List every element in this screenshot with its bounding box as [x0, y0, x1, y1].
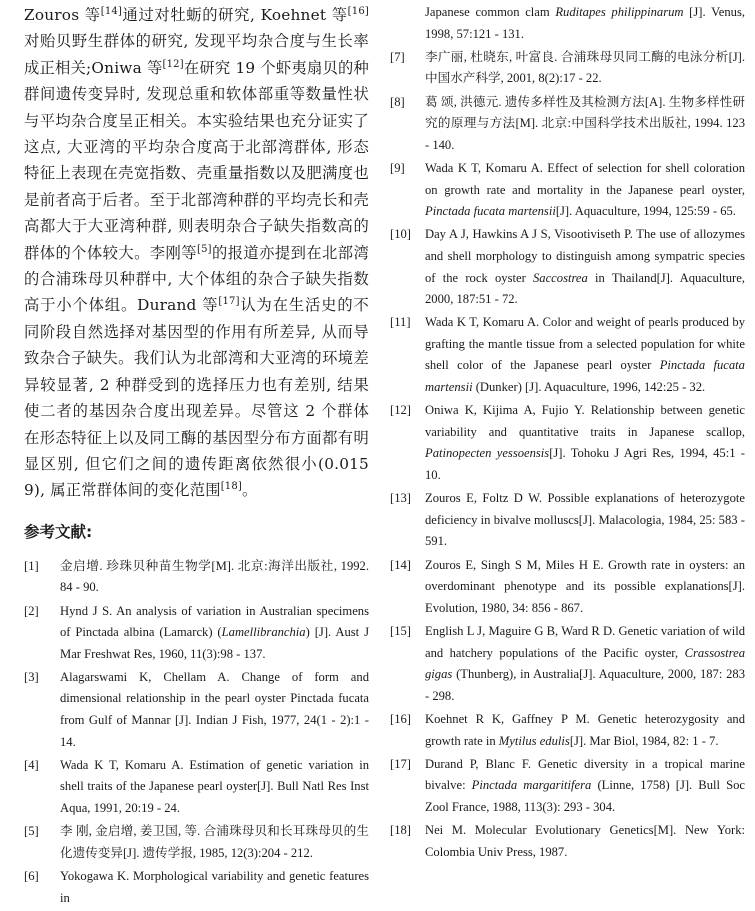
reference-body [425, 92, 745, 157]
citation-superscript: [5] [196, 243, 212, 255]
species-name-italic: Ruditapes philippinarum [555, 5, 684, 19]
reference-item [390, 820, 745, 863]
reference-body [425, 555, 745, 620]
reference-item [390, 158, 745, 223]
paragraph-text: Zouros 等 [24, 6, 101, 24]
reference-body [425, 709, 745, 752]
reference-6-continuation [390, 0, 745, 45]
reference-item [390, 754, 745, 819]
reference-text: [J]. Venus, 1998, 57:121 - 131. [425, 5, 745, 41]
reference-item [24, 667, 369, 753]
reference-body [60, 821, 369, 864]
reference-body [60, 667, 369, 753]
reference-text: Wada K T, Komaru A. Estimation of genetic variation in shell traits of the Japanese pearl oyster[J]. Bull Natl Res Inst Aqua, 1991, 20:19 - 24. [60, 757, 369, 816]
species-name-italic: Mytilus edulis [498, 733, 570, 748]
reference-number: [6] [24, 869, 39, 883]
paragraph-text: 的报道亦提到在北部湾的合浦珠母贝种群中, 大个体组的杂合子缺失指数高于小个体组。Durand 等 [24, 243, 369, 315]
reference-body [425, 400, 745, 486]
reference-text: Hynd J S. An analysis of variation in Australian specimens of Pinctada albina (Lamarck) ( [60, 603, 369, 640]
reference-item [390, 621, 745, 707]
reference-text: [J]. Mar Biol, 1984, 82: 1 - 7. [569, 733, 719, 748]
reference-text: (Dunker) [J]. Aquaculture, 1996, 142:25 - 32. [472, 380, 706, 395]
reference-item [390, 224, 745, 310]
reference-text: (Linne, 1758) [J]. Bull Soc Zool France, 1988, 113(3): 293 - 304. [425, 778, 745, 814]
species-name-italic: Pinctada fucata martensii [425, 358, 745, 395]
reference-item [390, 400, 745, 486]
reference-text: Zouros E, Foltz D W. Possible explanations of heterozygote deficiency in bivalve molluscs[J]. Malacologia, 1984, 25: 583 - 591. [425, 491, 745, 549]
reference-body [425, 47, 745, 90]
reference-number: [7] [390, 49, 405, 64]
reference-number: [12] [390, 403, 411, 418]
reference-number: [16] [390, 711, 411, 726]
reference-item [390, 555, 745, 620]
reference-text: Japanese common clam [425, 5, 556, 19]
reference-text: ) [J]. Aust J Mar Freshwat Res, 1960, 11(3):98 - 137. [60, 625, 369, 661]
reference-number: [9] [390, 160, 405, 175]
reference-text: Wada K T, Komaru A. Effect of selection for shell coloration on growth rate and mortality in the Japanese pearl oyster, [425, 160, 745, 197]
reference-item [390, 488, 745, 553]
reference-number: [1] [24, 558, 39, 573]
reference-number: [10] [390, 227, 411, 242]
reference-text: [J]. Aquaculture, 1994, 125:59 - 65. [555, 204, 736, 219]
reference-body [425, 312, 745, 398]
reference-number: [14] [390, 557, 411, 572]
reference-list-right [390, 47, 745, 864]
reference-text: Koehnet R K, Gaffney P M. Genetic heterozygosity and growth rate in [425, 711, 745, 748]
reference-body: Yokogawa K. Morphological variability and genetic features in [60, 869, 369, 905]
reference-number: [15] [390, 623, 411, 638]
reference-text: 李广丽, 杜晓东, 叶富良. 合浦珠母贝同工酶的电泳分析[J]. 中国水产科学, 2001, 8(2):17 - 22. [425, 49, 745, 86]
reference-number: [2] [24, 603, 39, 618]
reference-item [390, 92, 745, 157]
reference-text: 李 刚, 金启增, 姜卫国, 等. 合浦珠母贝和长耳珠母贝的生化遗传变异[J]. 遗传学报, 1985, 12(3):204 - 212. [60, 824, 369, 860]
reference-number: [13] [390, 491, 411, 506]
reference-item [24, 556, 369, 599]
reference-item [24, 601, 369, 666]
reference-text: Wada K T, Komaru A. Color and weight of pearls produced by grafting the mantle tissue from a selected population for white shell color of the Japanese pearl oyster [425, 315, 745, 373]
reference-text: Zouros E, Singh S M, Miles H E. Growth rate in oysters: an overdominant phenotype and its possible explanations[J]. Evolution, 1980, 34: 856 - 867. [425, 557, 745, 615]
paragraph-text: 通过对牡蛎的研究, Koehnet 等 [122, 6, 348, 24]
reference-item [24, 755, 369, 820]
reference-text: 葛 颂, 洪德元. 遗传多样性及其检测方法[A]. 生物多样性研究的原理与方法[M]. 北京:中国科学技术出版社, 1994. 123 - 140. [425, 94, 745, 152]
reference-body [425, 820, 745, 863]
citation-superscript: [12] [162, 58, 184, 70]
species-name-italic: Pinctada fucata martensii [425, 204, 556, 219]
reference-text: Day A J, Hawkins A J S, Visootiviseth P. The use of allozymes and shell morphology to distinguish among sympatric species of the rock oyster [425, 227, 745, 285]
reference-text: Durand P, Blanc F. Genetic diversity in a tropical marine bivalve: [425, 756, 745, 793]
reference-body [60, 601, 369, 666]
reference-number: [5] [24, 824, 39, 839]
references-heading: 参考文献: [24, 522, 93, 541]
paragraph-text: 。 [242, 481, 258, 500]
reference-text: (Thunberg), in Australia[J]. Aquaculture, 2000, 187: 283 - 298. [425, 667, 745, 703]
reference-number: [8] [390, 94, 405, 109]
reference-text: Nei M. Molecular Evolutionary Genetics[M]. New York: Colombia Univ Press, 1987. [425, 823, 745, 859]
species-name-italic: Pinctada margaritifera [471, 778, 592, 793]
reference-text: in Thailand[J]. Aquaculture, 2000, 187:51 - 72. [425, 270, 745, 307]
species-name-italic: Lamellibranchia [221, 625, 306, 640]
right-column [390, 0, 745, 865]
reference-text: [J]. Tohoku J Agri Res, 1994, 45:1 - 10. [425, 446, 745, 483]
reference-body [60, 556, 369, 599]
citation-superscript: [17] [218, 296, 240, 308]
reference-item [24, 866, 369, 909]
reference-item [390, 312, 745, 398]
reference-body [425, 754, 745, 819]
species-name-italic: Crassostrea gigas [425, 645, 745, 682]
reference-number: [11] [390, 315, 411, 330]
species-name-italic: Saccostrea [533, 270, 588, 285]
reference-number: [18] [390, 823, 411, 838]
reference-text: English L J, Maguire G B, Ward R D. Genetic variation of wild and hatchery populations of the Pacific oyster, [425, 623, 745, 660]
left-column [24, 0, 369, 911]
reference-body [425, 621, 745, 707]
paragraph-text: 认为在生活史的不同阶段自然选择对基因型的作用有所差异, 从而导致杂合子缺失。我们认为北部湾和大亚湾的环境差异较显著, 2 种群受到的选择压力也有差别, 结果使二者的基因杂合度出现差异。尽管这 2 个群体在形态特征上以及同工酶的基因型分布方面都有明显区别, 但它们之间的遗传距离依然很小(0.015 9), 属正常群体间的变化范围 [24, 296, 369, 500]
reference-number: [17] [390, 756, 411, 771]
reference-list-left [24, 556, 369, 909]
reference-item [390, 709, 745, 752]
paragraph-text: 对贻贝野生群体的研究, 发现平均杂合度与生长率成正相关;Oniwa 等 [24, 32, 369, 77]
reference-text: Alagarswami K, Chellam A. Change of form and dimensional relationship in the pearl oyster Pinctada fucata from Gulf of Mannar [J]. Indian J Fish, 1977, 24(1 - 2):1 - 14. [60, 669, 369, 749]
reference-number: [3] [24, 669, 39, 684]
citation-superscript: [14] [100, 6, 123, 17]
paragraph-text: 在研究 19 个虾夷扇贝的种群间遗传变异时, 发现总重和软体部重等数量性状与平均杂合度呈正相关。本实验结果也充分证实了这点, 大亚湾的平均杂合度高于北部湾群体, 形态特征上表现在壳宽指数、壳重量指数以及肥满度也是前者高于后者。至于北部湾种群的平均壳长和壳高都大于大亚湾种群, 则表明杂合子缺失指数高的群体的个体较大。李刚等 [24, 58, 369, 262]
reference-body [425, 488, 745, 553]
reference-body [425, 224, 745, 310]
reference-text: 金启增. 珍珠贝种苗生物学[M]. 北京:海洋出版社, 1992. 84 - 90. [60, 558, 369, 595]
species-name-italic: Patinopecten yessoensis [425, 446, 550, 461]
reference-text: Oniwa K, Kijima A, Fujio Y. Relationship between genetic variability and quantitative traits in Japanese scallop, [425, 403, 745, 439]
reference-item [24, 821, 369, 864]
reference-body [425, 158, 745, 223]
citation-superscript: [16] [347, 6, 369, 17]
discussion-paragraph [24, 0, 369, 504]
reference-number: [4] [24, 757, 39, 772]
reference-item [390, 47, 745, 90]
citation-superscript: [18] [220, 481, 243, 493]
reference-body [60, 755, 369, 820]
